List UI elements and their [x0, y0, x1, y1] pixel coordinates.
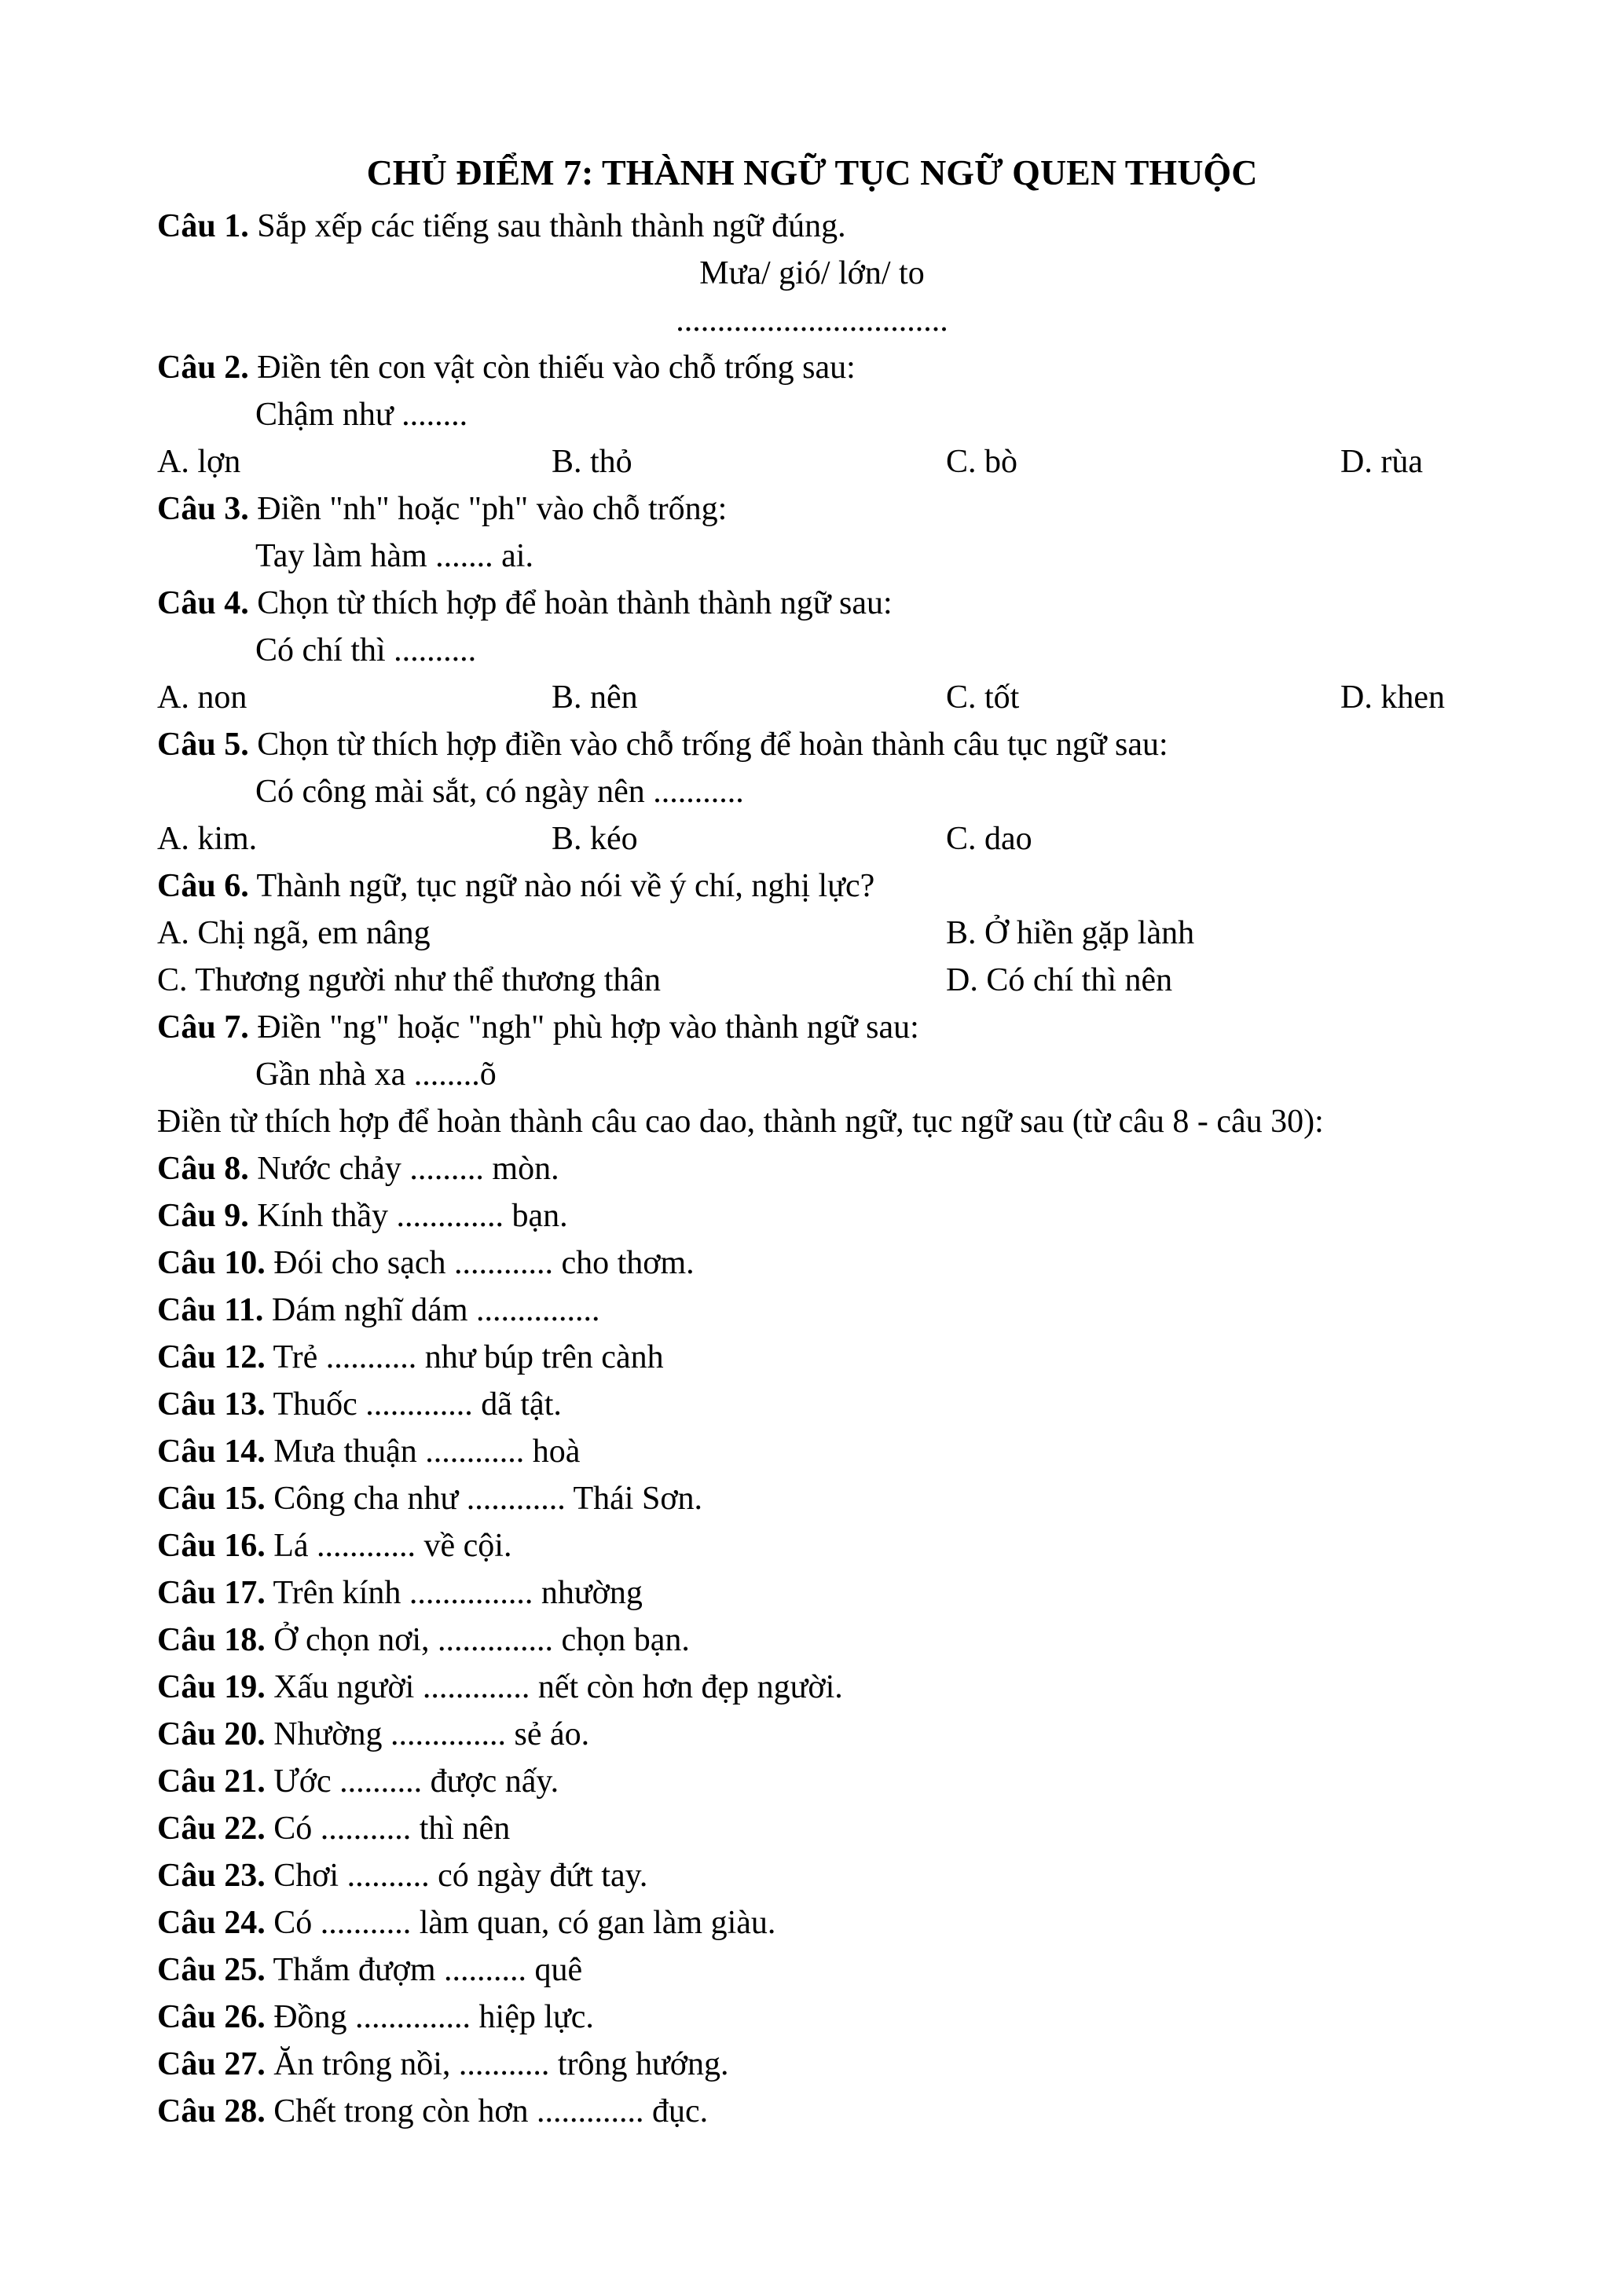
- question-prompt: Tay làm hàm ....... ai.: [255, 538, 533, 574]
- question-text: Sắp xếp các tiếng sau thành thành ngữ đúng.: [248, 208, 846, 244]
- option-b: B. thỏ: [552, 444, 632, 480]
- question-number: Câu 25.: [157, 1952, 266, 1988]
- option-a: A. lợn: [157, 444, 241, 480]
- option-c: C. bò: [946, 444, 1018, 480]
- question-text: Ăn trông nồi, ........... trông hướng.: [265, 2046, 729, 2082]
- word-list: Mưa/ gió/ lớn/ to: [699, 255, 925, 291]
- list-item: [157, 1946, 1467, 1994]
- question-3: [157, 485, 1467, 533]
- question-text: Trên kính ............... nhường: [265, 1575, 643, 1611]
- question-5: [157, 721, 1467, 768]
- question-text: Dám nghĩ dám ...............: [263, 1292, 600, 1328]
- list-item: [157, 1569, 1467, 1617]
- list-item: [157, 1522, 1467, 1569]
- options-row: [157, 674, 1467, 721]
- list-item: [157, 1805, 1467, 1852]
- question-text: Nước chảy ......... mòn.: [248, 1151, 559, 1187]
- question-text: Có ........... thì nên: [265, 1811, 511, 1847]
- question-7: [157, 1004, 1467, 1051]
- question-text: Điền "ng" hoặc "ngh" phù hợp vào thành ngữ sau:: [248, 1009, 919, 1045]
- options-row: [157, 438, 1467, 485]
- question-number: Câu 2.: [157, 350, 249, 386]
- list-item: [157, 1145, 1467, 1192]
- question-prompt: Có chí thì ..........: [255, 632, 477, 668]
- list-item: [157, 1758, 1467, 1805]
- question-text: Đồng .............. hiệp lực.: [265, 1999, 594, 2035]
- list-item: [157, 1617, 1467, 1664]
- question-number: Câu 21.: [157, 1763, 266, 1800]
- question-number: Câu 4.: [157, 585, 249, 621]
- question-text: Thành ngữ, tục ngữ nào nói về ý chí, nghị lực?: [248, 868, 875, 904]
- question-prompt: Có công mài sắt, có ngày nên ...........: [255, 774, 744, 810]
- question-number: Câu 22.: [157, 1811, 266, 1847]
- question-number: Câu 20.: [157, 1716, 266, 1752]
- fill-in-list: [157, 1145, 1467, 2135]
- question-number: Câu 15.: [157, 1481, 266, 1517]
- question-number: Câu 24.: [157, 1905, 266, 1941]
- options-row: [157, 815, 1467, 862]
- question-number: Câu 28.: [157, 2093, 266, 2129]
- question-text: Chọn từ thích hợp để hoàn thành thành ngữ sau:: [248, 585, 893, 621]
- option-c: C. Thương người như thể thương thân: [157, 962, 662, 998]
- question-2: [157, 344, 1467, 391]
- question-number: Câu 18.: [157, 1622, 266, 1658]
- question-text: Chọn từ thích hợp điền vào chỗ trống để hoàn thành câu tục ngữ sau:: [248, 727, 1168, 763]
- question-number: Câu 27.: [157, 2046, 266, 2082]
- question-number: Câu 6.: [157, 868, 249, 904]
- list-item: [157, 1994, 1467, 2041]
- option-a: A. kim.: [157, 821, 258, 857]
- list-item: [157, 1428, 1467, 1475]
- question-number: Câu 13.: [157, 1386, 266, 1423]
- question-text: Thắm đượm .......... quê: [265, 1952, 583, 1988]
- options-row: [157, 910, 1467, 957]
- question-text: Điền tên con vật còn thiếu vào chỗ trống sau:: [248, 350, 856, 386]
- list-item: [157, 2041, 1467, 2088]
- question-number: Câu 16.: [157, 1528, 266, 1564]
- question-text: Ở chọn nơi, .............. chọn bạn.: [265, 1622, 690, 1658]
- list-item: [157, 2088, 1467, 2135]
- question-text: Điền "nh" hoặc "ph" vào chỗ trống:: [248, 491, 728, 527]
- question-4: [157, 580, 1467, 627]
- list-item: [157, 1711, 1467, 1758]
- list-item: [157, 1334, 1467, 1381]
- question-number: Câu 17.: [157, 1575, 266, 1611]
- option-d: D. rùa: [1340, 444, 1423, 480]
- option-a: A. Chị ngã, em nâng: [157, 915, 431, 951]
- question-text: Lá ............ về cội.: [265, 1528, 512, 1564]
- question-number: Câu 5.: [157, 727, 249, 763]
- list-item: [157, 1240, 1467, 1287]
- answer-blank: .................................: [676, 302, 948, 339]
- list-item: [157, 1852, 1467, 1899]
- question-text: Xấu người ............. nết còn hơn đẹp người.: [265, 1669, 843, 1705]
- question-number: Câu 10.: [157, 1245, 266, 1281]
- question-prompt: Chậm như ........: [255, 397, 468, 433]
- option-c: C. tốt: [946, 679, 1020, 716]
- list-item: [157, 1475, 1467, 1522]
- question-prompt: Gần nhà xa ........õ: [255, 1056, 497, 1093]
- question-text: Đói cho sạch ............ cho thơm.: [265, 1245, 695, 1281]
- question-number: Câu 12.: [157, 1339, 266, 1375]
- question-number: Câu 26.: [157, 1999, 266, 2035]
- question-text: Chết trong còn hơn ............. đục.: [265, 2093, 709, 2129]
- list-item: [157, 1664, 1467, 1711]
- question-number: Câu 7.: [157, 1009, 249, 1045]
- question-number: Câu 1.: [157, 208, 249, 244]
- question-text: Nhường .............. sẻ áo.: [265, 1716, 590, 1752]
- question-text: Có ........... làm quan, có gan làm giàu.: [265, 1905, 776, 1941]
- question-number: Câu 9.: [157, 1198, 249, 1234]
- list-item: [157, 1192, 1467, 1240]
- page-title: CHỦ ĐIỂM 7: THÀNH NGỮ TỤC NGỮ QUEN THUỘC: [366, 152, 1258, 192]
- question-number: Câu 23.: [157, 1858, 266, 1894]
- question-text: Công cha như ............ Thái Sơn.: [265, 1481, 703, 1517]
- option-d: D. Có chí thì nên: [946, 962, 1173, 998]
- option-d: D. khen: [1340, 679, 1445, 716]
- question-number: Câu 14.: [157, 1434, 266, 1470]
- list-item: [157, 1381, 1467, 1428]
- question-number: Câu 11.: [157, 1292, 264, 1328]
- question-6: [157, 862, 1467, 910]
- option-b: B. Ở hiền gặp lành: [946, 915, 1195, 951]
- options-row: [157, 957, 1467, 1004]
- option-b: B. kéo: [552, 821, 638, 857]
- list-item: [157, 1899, 1467, 1946]
- option-b: B. nên: [552, 679, 638, 716]
- question-number: Câu 19.: [157, 1669, 266, 1705]
- question-text: Chơi .......... có ngày đứt tay.: [265, 1858, 648, 1894]
- list-item: [157, 1287, 1467, 1334]
- question-number: Câu 3.: [157, 491, 249, 527]
- question-text: Kính thầy ............. bạn.: [248, 1198, 568, 1234]
- question-text: Mưa thuận ............ hoà: [265, 1434, 581, 1470]
- option-a: A. non: [157, 679, 247, 716]
- question-text: Ước .......... được nấy.: [265, 1763, 559, 1800]
- question-text: Trẻ ........... như búp trên cành: [265, 1339, 664, 1375]
- option-c: C. dao: [946, 821, 1032, 857]
- section-instruction: Điền từ thích hợp để hoàn thành câu cao dao, thành ngữ, tục ngữ sau (từ câu 8 - câu 30):: [157, 1104, 1324, 1140]
- question-number: Câu 8.: [157, 1151, 249, 1187]
- question-1: [157, 203, 1467, 250]
- question-text: Thuốc ............. dã tật.: [265, 1386, 562, 1423]
